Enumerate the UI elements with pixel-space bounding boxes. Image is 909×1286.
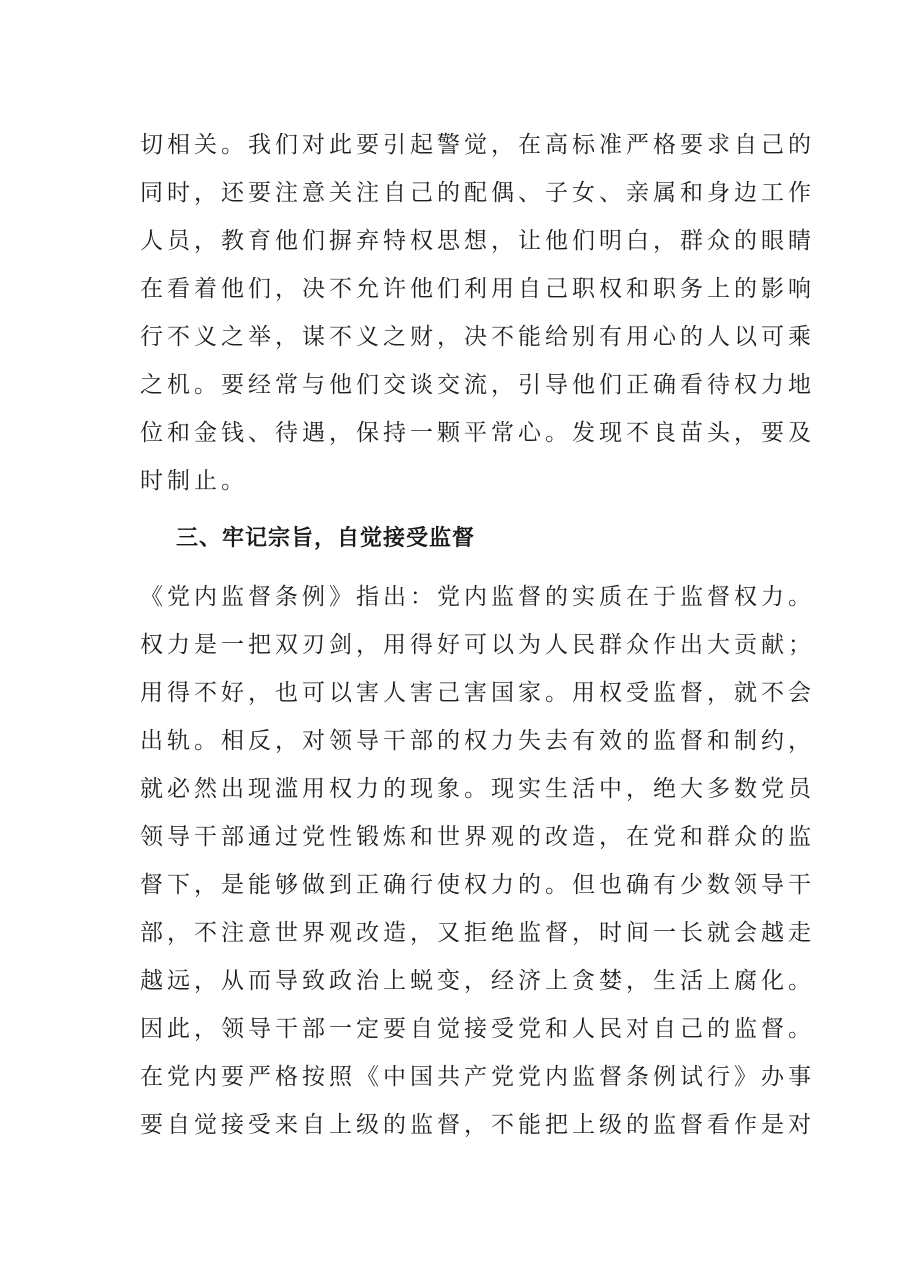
paragraph-2-line: 在党内要严格按照《中国共产党党内监督条例试行》办事 — [140, 1064, 815, 1090]
paragraph-1-line: 时制止。 — [140, 468, 248, 494]
paragraph-2-line: 要自觉接受来自上级的监督，不能把上级的监督看作是对 — [140, 1112, 815, 1138]
paragraph-2-line: 权力是一把双刃剑，用得好可以为人民群众作出大贡献； — [140, 632, 815, 658]
paragraph-1-line: 在看着他们，决不允许他们利用自己职权和职务上的影响 — [140, 276, 815, 302]
paragraph-2-line: 督下，是能够做到正确行使权力的。但也确有少数领导干 — [140, 872, 815, 898]
paragraph-1-line: 行不义之举，谋不义之财，决不能给别有用心的人以可乘 — [140, 324, 815, 350]
paragraph-2-line: 部，不注意世界观改造，又拒绝监督，时间一长就会越走 — [140, 920, 815, 946]
paragraph-2-line: 《党内监督条例》指出：党内监督的实质在于监督权力。 — [140, 584, 815, 610]
paragraph-2-line: 出轨。相反，对领导干部的权力失去有效的监督和制约， — [140, 728, 815, 754]
paragraph-2-line: 领导干部通过党性锻炼和世界观的改造，在党和群众的监 — [140, 824, 815, 850]
paragraph-1-line: 之机。要经常与他们交谈交流，引导他们正确看待权力地 — [140, 372, 815, 398]
section-heading: 三、牢记宗旨，自觉接受监督 — [176, 526, 476, 551]
paragraph-2-line: 因此，领导干部一定要自觉接受党和人民对自己的监督。 — [140, 1016, 815, 1042]
paragraph-1-line: 人员，教育他们摒弃特权思想，让他们明白，群众的眼睛 — [140, 228, 815, 254]
paragraph-1-line: 位和金钱、待遇，保持一颗平常心。发现不良苗头，要及 — [140, 420, 815, 446]
paragraph-1-line: 同时，还要注意关注自己的配偶、子女、亲属和身边工作 — [140, 180, 815, 206]
paragraph-2-line: 越远，从而导致政治上蜕变，经济上贪婪，生活上腐化。 — [140, 968, 815, 994]
paragraph-2-line: 用得不好，也可以害人害己害国家。用权受监督，就不会 — [140, 680, 815, 706]
paragraph-2-line: 就必然出现滥用权力的现象。现实生活中，绝大多数党员 — [140, 776, 815, 802]
paragraph-1-line: 切相关。我们对此要引起警觉，在高标准严格要求自己的 — [140, 132, 815, 158]
